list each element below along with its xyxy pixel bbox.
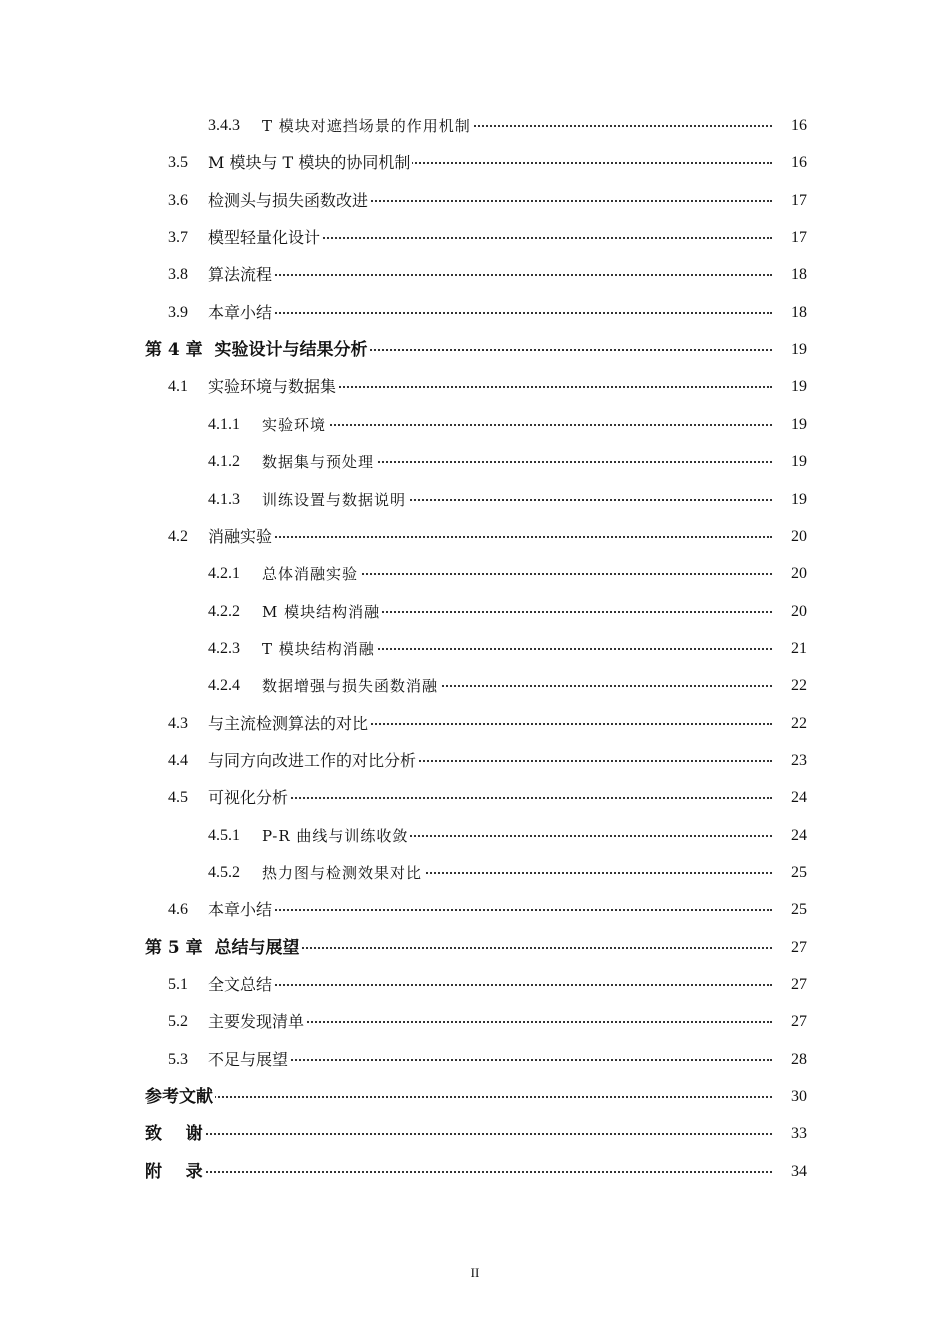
toc-entry-page: 27 (791, 938, 807, 956)
dot-leader (145, 1084, 772, 1110)
toc-entry-number: 4.1.2 (208, 453, 240, 471)
dot-leader (145, 1159, 772, 1185)
toc-entry-page: 30 (791, 1088, 807, 1106)
toc-entry[interactable] (0, 636, 950, 662)
toc-entry-title: 主要发现清单 (208, 1009, 306, 1035)
toc-entry-page: 25 (791, 901, 807, 919)
toc-entry-number: 5.1 (168, 976, 188, 994)
toc-entry-number: 4.2.3 (208, 639, 240, 657)
toc-entry[interactable] (0, 113, 950, 139)
toc-entry-number: 4.5.2 (208, 864, 240, 881)
toc-entry-title: 训练设置与数据说明 (262, 487, 408, 513)
toc-entry-title: 数据增强与损失函数消融 (262, 673, 440, 699)
toc-entry-title: 模型轻量化设计 (208, 225, 322, 251)
toc-entry-page: 24 (791, 789, 807, 807)
toc-entry-page: 16 (791, 154, 807, 172)
toc-entry-number: 4.2 (168, 527, 188, 545)
toc-entry[interactable] (0, 412, 950, 438)
dot-leader (208, 524, 772, 550)
dot-leader (262, 412, 772, 438)
toc-entry[interactable] (0, 1009, 950, 1035)
toc-entry[interactable] (0, 711, 950, 737)
toc-entry-title: 实验环境与数据集 (208, 374, 338, 400)
toc-entry-number: 4.6 (168, 901, 188, 919)
toc-entry-number: 4.2.1 (208, 565, 240, 583)
toc-entry-page: 19 (791, 415, 807, 433)
toc-entry-title: 算法流程 (208, 262, 274, 288)
dot-leader (208, 300, 772, 326)
toc-entry[interactable] (0, 935, 950, 961)
toc-entry-page: 20 (791, 565, 807, 583)
toc-entry[interactable] (0, 897, 950, 923)
toc-entry-number: 3.5 (168, 154, 188, 172)
toc-entry-page: 27 (791, 976, 807, 994)
toc-entry[interactable] (0, 823, 950, 849)
toc-entry[interactable] (0, 1084, 950, 1110)
toc-entry-page: 25 (791, 864, 807, 881)
toc-entry-title: 本章小结 (208, 300, 274, 326)
toc-entry-title: 不足与展望 (208, 1047, 290, 1073)
toc-entry[interactable] (0, 487, 950, 513)
toc-entry-title: 与同方向改进工作的对比分析 (208, 748, 418, 774)
dot-leader (208, 972, 772, 998)
toc-entry[interactable] (0, 188, 950, 214)
toc-entry[interactable] (0, 449, 950, 475)
toc-entry-page: 16 (791, 117, 807, 134)
toc-entry-title: M 模块与 T 模块的协同机制 (208, 150, 412, 176)
toc-entry-number: 4.1.3 (208, 490, 240, 508)
toc-entry[interactable] (0, 1159, 950, 1185)
toc-entry-page: 21 (791, 639, 807, 657)
toc-entry-page: 19 (791, 378, 807, 396)
toc-entry-page: 28 (791, 1050, 807, 1068)
toc-entry-page: 33 (791, 1125, 807, 1143)
toc-entry-page: 18 (791, 303, 807, 321)
toc-entry[interactable] (0, 860, 950, 886)
toc-entry[interactable] (0, 262, 950, 288)
dot-leader (208, 262, 772, 288)
toc-entry-number: 4.1.1 (208, 415, 240, 433)
toc-entry-title: 全文总结 (208, 972, 274, 998)
toc-entry-number: 4.5.1 (208, 826, 240, 844)
toc-entry-title: 可视化分析 (208, 785, 290, 811)
toc-entry-page: 17 (791, 191, 807, 209)
toc-entry-page: 20 (791, 602, 807, 620)
toc-entry-title: 消融实验 (208, 524, 274, 550)
toc-entry[interactable] (0, 972, 950, 998)
dot-leader (208, 897, 772, 923)
toc-entry[interactable] (0, 785, 950, 811)
toc-entry-number: 4.1 (168, 378, 188, 396)
toc-entry-page: 24 (791, 826, 807, 844)
toc-entry-title: 检测头与损失函数改进 (208, 188, 370, 214)
toc-entry-title: 致 谢 (145, 1121, 205, 1147)
toc-entry-number: 3.8 (168, 266, 188, 284)
toc-entry[interactable] (0, 300, 950, 326)
toc-entry[interactable] (0, 524, 950, 550)
dot-leader (145, 1121, 772, 1147)
toc-entry-title: 本章小结 (208, 897, 274, 923)
toc-entry[interactable] (0, 748, 950, 774)
toc-entry[interactable] (0, 673, 950, 699)
toc-entry-title: 数据集与预处理 (262, 449, 376, 475)
toc-entry-title: T 模块结构消融 (262, 636, 377, 662)
toc-entry[interactable] (0, 561, 950, 587)
toc-entry-number: 4.2.2 (208, 602, 240, 620)
toc-entry-number: 4.3 (168, 714, 188, 732)
toc-entry-title: 总体消融实验 (262, 561, 360, 587)
toc-entry-number: 3.6 (168, 191, 188, 209)
toc-entry-number: 4.5 (168, 789, 188, 807)
toc-entry-page: 19 (791, 490, 807, 508)
toc-entry-title: 热力图与检测效果对比 (262, 860, 424, 886)
dot-leader (208, 1047, 772, 1073)
toc-entry-number: 3.4.3 (208, 117, 240, 134)
toc-entry[interactable] (0, 374, 950, 400)
toc-entry-number: 4.2.4 (208, 677, 240, 695)
toc-entry-title: P-R 曲线与训练收敛 (262, 823, 410, 849)
toc-entry-page: 19 (791, 341, 807, 359)
toc-entry-page: 34 (791, 1162, 807, 1180)
toc-entry-number: 5.2 (168, 1013, 188, 1031)
toc-entry-number: 4.4 (168, 751, 188, 769)
toc-entry-number: 3.7 (168, 229, 188, 247)
toc-entry-title: M 模块结构消融 (262, 599, 382, 625)
toc-entry[interactable] (0, 337, 950, 363)
toc-entry-page: 19 (791, 453, 807, 471)
toc-entry-page: 18 (791, 266, 807, 284)
toc-entry-title: T 模块对遮挡场景的作用机制 (262, 113, 473, 139)
toc-entry[interactable] (0, 225, 950, 251)
toc-entry-title: 参考文献 (145, 1084, 215, 1110)
toc-entry[interactable] (0, 150, 950, 176)
toc-entry-title: 第 5 章 总结与展望 (145, 935, 302, 961)
toc-entry-number: 5.3 (168, 1050, 188, 1068)
toc-entry[interactable] (0, 599, 950, 625)
toc-entry-title: 实验环境 (262, 412, 328, 438)
toc-entry-number: 3.9 (168, 303, 188, 321)
dot-leader (208, 785, 772, 811)
toc-entry[interactable] (0, 1047, 950, 1073)
toc-entry-page: 22 (791, 714, 807, 732)
toc-entry-page: 17 (791, 229, 807, 247)
toc-entry-title: 附 录 (145, 1159, 205, 1185)
toc-entry-page: 20 (791, 527, 807, 545)
page-number: II (470, 1265, 480, 1280)
toc-entry-title: 与主流检测算法的对比 (208, 711, 370, 737)
toc-entry[interactable] (0, 1121, 950, 1147)
toc-entry-page: 22 (791, 677, 807, 695)
toc-entry-page: 27 (791, 1013, 807, 1031)
toc-entry-title: 第 4 章 实验设计与结果分析 (145, 337, 370, 363)
toc-entry-page: 23 (791, 751, 807, 769)
